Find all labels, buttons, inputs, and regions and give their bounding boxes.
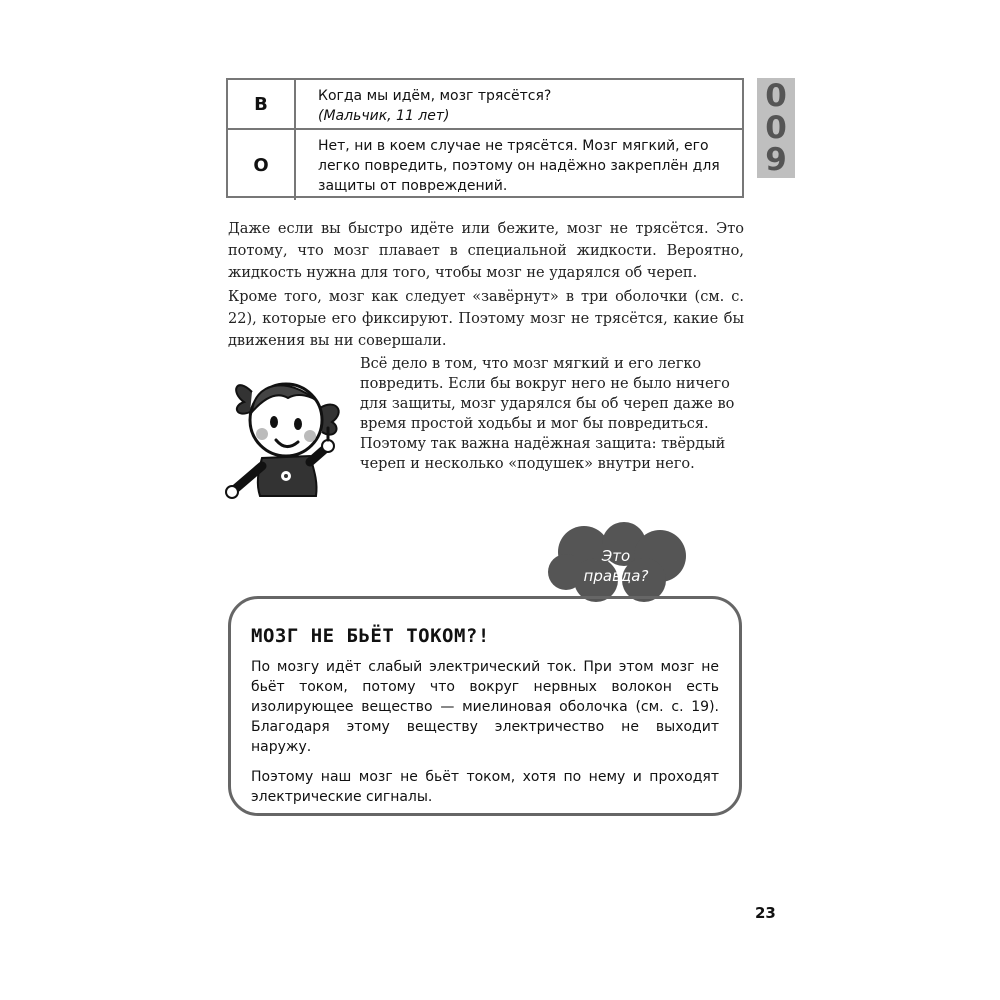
- body-paragraph-3: Всё дело в том, что мозг мягкий и его легко повредить. Если бы вокруг него не было ничего для защиты, мозг ударялся бы об череп даже во время простой ходьбы и мог бы повредиться. Поэтому так важна надёжная защита: твёрдый череп и несколько «подушек» внутри него.: [360, 356, 735, 472]
- cloud-line-2: правда?: [583, 567, 649, 585]
- chapter-digit: 0: [765, 110, 787, 146]
- info-box: [228, 596, 742, 816]
- question-author: (Мальчик, 11 лет): [318, 108, 450, 124]
- info-box-paragraph-1: По мозгу идёт слабый электрический ток. При этом мозг не бьёт током, потому что вокруг нервных волокон есть изолирующее вещество — миелиновая оболочка (см. с. 19). Благодаря этому веществу электричество не выходит наружу.: [251, 659, 719, 755]
- question-letter: В: [228, 80, 296, 130]
- cloud-line-1: Это: [601, 547, 631, 565]
- chapter-tab: [757, 78, 795, 178]
- question-cell: [296, 80, 742, 130]
- chapter-digit: 9: [765, 142, 787, 178]
- answer-letter: О: [228, 130, 296, 200]
- answer-text: Нет, ни в коем случае не трясётся. Мозг мягкий, его легко повредить, поэтому он надёжно закреплён для защиты от повреждений.: [318, 138, 720, 194]
- cloud-label: [560, 546, 672, 586]
- chapter-digit: 0: [765, 78, 787, 114]
- question-text: Когда мы идём, мозг трясётся?: [318, 88, 552, 104]
- qa-table: [226, 78, 744, 198]
- body-paragraph-2: Кроме того, мозг как следует «завёрнут» в три оболочки (см. с. 22), которые его фиксируют. Поэтому мозг не трясётся, какие бы движения вы ни совершали.: [228, 289, 744, 349]
- page-number: 23: [755, 904, 776, 922]
- girl-illustration: [222, 362, 350, 504]
- info-box-paragraph-2: Поэтому наш мозг не бьёт током, хотя по нему и проходят электрические сигналы.: [251, 769, 719, 805]
- body-paragraph-1: Даже если вы быстро идёте или бежите, мозг не трясётся. Это потому, что мозг плавает в специальной жидкости. Вероятно, жидкость нужна для того, чтобы мозг не ударялся об череп.: [228, 221, 744, 281]
- info-box-title: МОЗГ НЕ БЬЁТ ТОКОМ?!: [251, 625, 490, 647]
